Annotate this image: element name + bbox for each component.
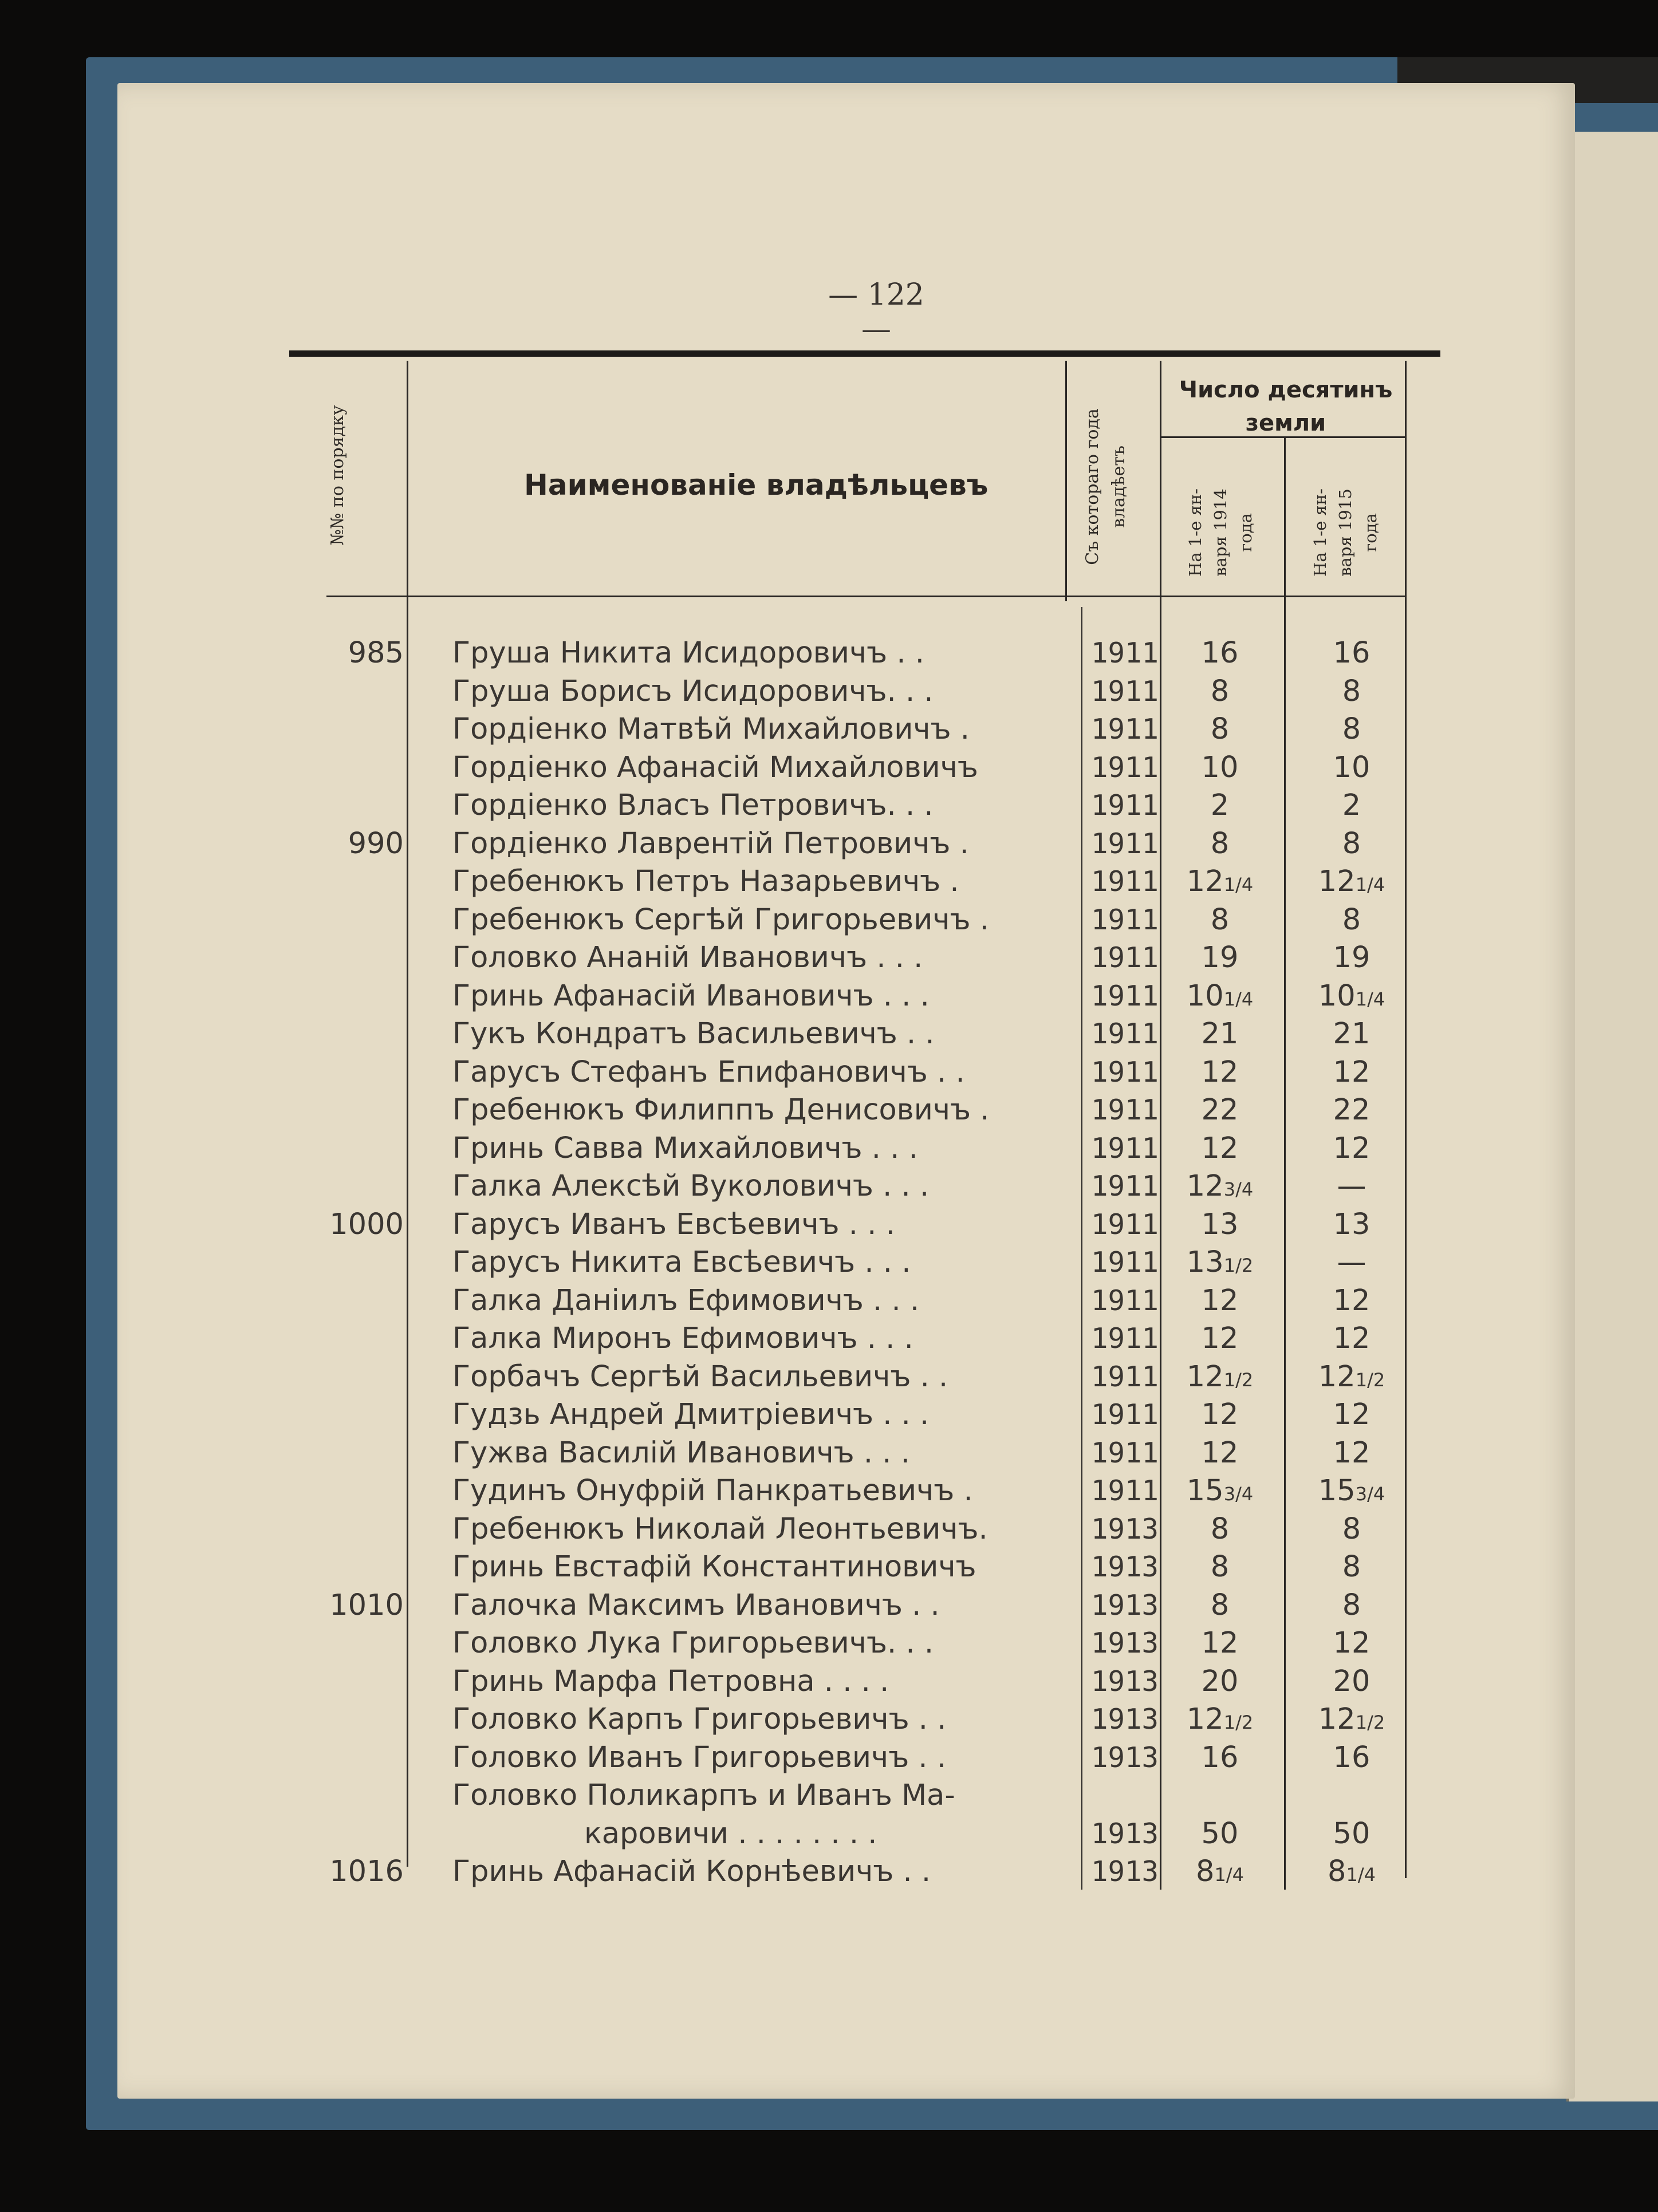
- table-row: [0, 1511, 1489, 1548]
- owner-name: Гребенюкъ Петръ Назарьевичъ .: [452, 865, 959, 898]
- land-1915: [1294, 977, 1409, 1015]
- year-since: 1911: [1091, 675, 1159, 708]
- table-row: [0, 1244, 1489, 1282]
- row-number: [326, 863, 404, 901]
- row-number: [326, 1244, 404, 1282]
- land-1915: [1294, 1358, 1409, 1396]
- row-number: [326, 1701, 404, 1738]
- table-row: [0, 749, 1489, 787]
- table-row: [0, 1358, 1489, 1396]
- table-row: [0, 1054, 1489, 1091]
- owner-name: Гарусъ Иванъ Евсѣевичъ . . .: [452, 1207, 895, 1241]
- year-since: 1913: [1091, 1855, 1159, 1888]
- table-row: [0, 1015, 1489, 1053]
- owner-name: Галка Алексѣй Вуколовичъ . . .: [452, 1169, 930, 1203]
- header-year-line-1: Съ котораго года: [1082, 408, 1102, 565]
- owner-name: Головко Карпъ Григорьевичъ . .: [452, 1702, 947, 1736]
- land-1914: 20: [1201, 1664, 1239, 1698]
- row-number: [326, 977, 404, 1015]
- year-since: 1913: [1091, 1627, 1159, 1659]
- land-1914-whole: 8: [1196, 1855, 1215, 1888]
- land-1915: 10: [1333, 750, 1370, 784]
- land-1915: 8: [1342, 902, 1361, 937]
- land-1914: 2: [1210, 788, 1230, 822]
- row-number: [326, 1815, 404, 1853]
- owner-name: Гринь Евстафій Константиновичъ: [452, 1550, 976, 1584]
- land-1915-whole: 12: [1318, 1702, 1356, 1736]
- land-1914: 50: [1201, 1816, 1239, 1851]
- land-1914: 13: [1201, 1207, 1239, 1241]
- row-number: [326, 1739, 404, 1777]
- land-1915: 2: [1342, 788, 1361, 822]
- header-land-line-2: земли: [1245, 410, 1326, 436]
- owner-name: Гудинъ Онуфрій Панкратьевичъ .: [452, 1474, 973, 1508]
- land-1914: 21: [1201, 1017, 1239, 1051]
- land-1915-whole: 15: [1318, 1474, 1356, 1508]
- table-row: [0, 1130, 1489, 1168]
- land-1914: 8: [1210, 1550, 1230, 1584]
- row-number: 990: [348, 826, 404, 861]
- year-since: 1911: [1091, 1208, 1159, 1241]
- header-1915-line-1: На 1-е ян-: [1310, 488, 1330, 577]
- table-row: [0, 1434, 1489, 1472]
- land-1915: 12: [1333, 1283, 1370, 1318]
- owner-name: Головко Лука Григорьевичъ. . .: [452, 1626, 934, 1660]
- owner-name: Головко Иванъ Григорьевичъ . .: [452, 1740, 947, 1775]
- table-row: [0, 1625, 1489, 1662]
- row-number: [326, 1054, 404, 1091]
- land-1915-fraction: 1/4: [1355, 874, 1385, 896]
- land-1914: [1168, 1701, 1271, 1738]
- land-1914: [1168, 1358, 1271, 1396]
- year-since: 1913: [1091, 1588, 1159, 1622]
- land-1915-fraction: 3/4: [1355, 1483, 1385, 1505]
- land-1915: [1294, 863, 1409, 901]
- land-1914: 8: [1210, 902, 1230, 937]
- table-row: [0, 673, 1489, 711]
- land-1914: 12: [1201, 1322, 1239, 1355]
- owner-name: Гребенюкъ Филиппъ Денисовичъ .: [452, 1093, 990, 1127]
- year-since: 1911: [1091, 637, 1159, 669]
- land-1915-whole: 12: [1318, 865, 1356, 898]
- land-1914: 12: [1201, 1626, 1239, 1660]
- table-row: [0, 1168, 1489, 1205]
- land-1914: 12: [1201, 1055, 1239, 1089]
- header-owner-name: Наименованіе владѣльцевъ: [524, 468, 989, 502]
- row-number: [326, 901, 404, 939]
- land-1915: 50: [1333, 1816, 1370, 1851]
- year-since: 1913: [1091, 1741, 1159, 1774]
- year-since: 1913: [1091, 1665, 1159, 1698]
- page-number: — 122 —: [828, 278, 924, 346]
- owner-name: Головко Ананій Ивановичъ . . .: [452, 941, 923, 975]
- land-1914: 16: [1201, 636, 1239, 670]
- header-row-number: №№ по порядку: [328, 405, 348, 546]
- land-1914-fraction: 1/4: [1223, 874, 1254, 896]
- table-row: [0, 977, 1489, 1015]
- land-1915: 8: [1342, 712, 1361, 746]
- land-1915: 12: [1333, 1436, 1370, 1470]
- land-1915: 21: [1333, 1017, 1370, 1051]
- land-1915: 22: [1333, 1093, 1370, 1127]
- land-1915: [1294, 1472, 1409, 1510]
- land-1914: 12: [1201, 1398, 1239, 1432]
- land-1915: 12: [1333, 1626, 1370, 1660]
- row-number: [326, 1625, 404, 1662]
- facing-page-edge: [1566, 132, 1658, 2101]
- owner-name: каровичи . . . . . . . .: [584, 1816, 877, 1851]
- table-row: [0, 1320, 1489, 1358]
- table-row: [0, 1548, 1489, 1586]
- land-1915: 8: [1342, 826, 1361, 861]
- row-number: [326, 1015, 404, 1053]
- year-since: 1911: [1091, 865, 1159, 898]
- year-since: 1911: [1091, 1094, 1159, 1126]
- land-1914-whole: 12: [1186, 1702, 1224, 1736]
- land-1914: 8: [1210, 674, 1230, 708]
- table-row: [0, 1701, 1489, 1738]
- table-row: [0, 634, 1489, 672]
- land-1915: 19: [1333, 941, 1370, 975]
- table-row: [0, 1777, 1489, 1815]
- year-since: 1911: [1091, 751, 1159, 784]
- table-row: [0, 1472, 1489, 1510]
- owner-name: Горбачъ Сергѣй Васильевичъ . .: [452, 1359, 948, 1394]
- header-top-rule: [289, 350, 1440, 357]
- land-1915: 20: [1333, 1664, 1370, 1698]
- table-row: [0, 1815, 1489, 1853]
- land-1914: 19: [1201, 941, 1239, 975]
- header-1914-line-3: года: [1236, 513, 1255, 552]
- owner-name: Гринь Савва Михайловичъ . . .: [452, 1131, 918, 1165]
- row-number: 1000: [329, 1207, 404, 1241]
- land-1914: [1168, 1777, 1271, 1815]
- row-number: 1010: [329, 1588, 404, 1622]
- row-number: [326, 1548, 404, 1586]
- header-land-desyatin: [1163, 373, 1409, 440]
- land-1914: 12: [1201, 1283, 1239, 1318]
- land-1914-whole: 13: [1186, 1245, 1224, 1279]
- header-1914-line-1: На 1-е ян-: [1186, 488, 1205, 577]
- land-1915: [1294, 1701, 1409, 1738]
- land-1914: 10: [1201, 750, 1239, 784]
- year-since: 1911: [1091, 1436, 1159, 1469]
- land-1914-whole: 15: [1186, 1474, 1224, 1508]
- table-row: [0, 1396, 1489, 1434]
- owner-name: Гринь Марфа Петровна . . . .: [452, 1664, 889, 1698]
- year-since: 1911: [1091, 1170, 1159, 1202]
- row-number: [326, 1663, 404, 1701]
- land-1914: 12: [1201, 1131, 1239, 1165]
- row-number: [326, 1472, 404, 1510]
- land-1915-fraction: 1/4: [1355, 988, 1385, 1010]
- year-since: 1911: [1091, 1018, 1159, 1050]
- owner-name: Гребенюкъ Николай Леонтьевичъ.: [452, 1512, 988, 1546]
- land-1915-whole: 12: [1318, 1359, 1356, 1394]
- table-row: [0, 1739, 1489, 1777]
- land-1915: —: [1337, 1245, 1366, 1279]
- owner-name: Груша Никита Исидоровичъ . .: [452, 636, 924, 670]
- land-1914-fraction: 3/4: [1223, 1178, 1254, 1200]
- owner-name: Гордіенко Афанасій Михайловичъ: [452, 750, 978, 784]
- land-1914-fraction: 3/4: [1223, 1483, 1254, 1505]
- land-1915-fraction: 1/2: [1355, 1712, 1385, 1733]
- owner-name: Гребенюкъ Сергѣй Григорьевичъ .: [452, 902, 990, 937]
- land-1915-whole: 10: [1318, 979, 1356, 1013]
- land-1915: 8: [1342, 1588, 1361, 1622]
- header-1914-line-2: варя 1914: [1211, 488, 1230, 577]
- land-1914: 22: [1201, 1093, 1239, 1127]
- year-since: 1913: [1091, 1512, 1159, 1545]
- owner-name: Гордіенко Власъ Петровичъ. . .: [452, 788, 934, 822]
- row-number: [326, 1091, 404, 1129]
- table-row: [0, 1587, 1489, 1625]
- land-1915: 8: [1342, 1550, 1361, 1584]
- land-1915-whole: 8: [1328, 1855, 1346, 1888]
- owner-name: Галка Даніилъ Ефимовичъ . . .: [452, 1283, 920, 1318]
- land-1915: —: [1337, 1169, 1366, 1203]
- land-1914-fraction: 1/2: [1223, 1369, 1254, 1391]
- row-number: [326, 673, 404, 711]
- land-1915: 8: [1342, 674, 1361, 708]
- header-1915-line-3: года: [1361, 513, 1380, 552]
- row-number: [326, 1130, 404, 1168]
- year-since: 1911: [1091, 827, 1159, 860]
- year-since: 1911: [1091, 941, 1159, 974]
- table-row: [0, 825, 1489, 863]
- year-since: 1913: [1091, 1703, 1159, 1736]
- land-1914: 8: [1210, 826, 1230, 861]
- year-since: [1091, 1777, 1157, 1815]
- table-row: [0, 1091, 1489, 1129]
- header-jan-1915: [1308, 461, 1388, 604]
- land-1914-fraction: 1/4: [1223, 988, 1254, 1010]
- table-row: [0, 863, 1489, 901]
- land-1914: [1168, 1853, 1271, 1891]
- land-1914-whole: 10: [1186, 979, 1224, 1013]
- row-number: 985: [348, 636, 404, 670]
- land-1914: [1168, 1472, 1271, 1510]
- header-year-line-2: владѣетъ: [1109, 445, 1129, 528]
- row-number: [326, 1320, 404, 1358]
- row-number: [326, 749, 404, 787]
- row-number: [326, 1396, 404, 1434]
- year-since: 1911: [1091, 1360, 1159, 1393]
- year-since: 1911: [1091, 1398, 1159, 1431]
- land-1915-fraction: 1/4: [1346, 1864, 1376, 1886]
- land-1914: 8: [1210, 712, 1230, 746]
- owner-name: Гукъ Кондратъ Васильевичъ . .: [452, 1017, 935, 1051]
- land-1915: [1294, 1853, 1409, 1891]
- owner-name: Гордіенко Лаврентій Петровичъ .: [452, 826, 969, 861]
- owner-name: Галочка Максимъ Ивановичъ . .: [452, 1588, 940, 1622]
- owner-name: Гудзь Андрей Дмитріевичъ . . .: [452, 1398, 930, 1432]
- land-1914-whole: 12: [1186, 1169, 1224, 1203]
- land-1915: 12: [1333, 1322, 1370, 1355]
- owner-name: Груша Борисъ Исидоровичъ. . .: [452, 674, 934, 708]
- land-1914: 16: [1201, 1740, 1239, 1775]
- land-1914-fraction: 1/4: [1214, 1864, 1244, 1886]
- land-1914-fraction: 1/2: [1223, 1712, 1254, 1733]
- table-row: [0, 1206, 1489, 1244]
- land-1915: 12: [1333, 1398, 1370, 1432]
- owner-name: Гарусъ Никита Евсѣевичъ . . .: [452, 1245, 911, 1279]
- land-1914: [1168, 977, 1271, 1015]
- year-since: 1913: [1091, 1817, 1159, 1850]
- year-since: 1913: [1091, 1551, 1159, 1583]
- row-number: [326, 1777, 404, 1815]
- land-1915: [1294, 1777, 1409, 1815]
- table-row: [0, 711, 1489, 748]
- table-row: [0, 1282, 1489, 1320]
- land-1915: 16: [1333, 1740, 1370, 1775]
- table-row: [0, 901, 1489, 939]
- land-1915: 8: [1342, 1512, 1361, 1546]
- owner-name: Гордіенко Матвѣй Михайловичъ .: [452, 712, 970, 746]
- table-row: [0, 939, 1489, 977]
- land-1915: 12: [1333, 1131, 1370, 1165]
- year-since: 1911: [1091, 979, 1159, 1012]
- year-since: 1911: [1091, 903, 1159, 936]
- row-number: [326, 1511, 404, 1548]
- land-1914: 12: [1201, 1436, 1239, 1470]
- land-1914: [1168, 1168, 1271, 1205]
- owner-name: Гринь Афанасій Корнѣевичъ . .: [452, 1855, 931, 1888]
- row-number: [326, 939, 404, 977]
- year-since: 1911: [1091, 1131, 1159, 1165]
- year-since: 1911: [1091, 1474, 1159, 1507]
- row-number: [326, 787, 404, 825]
- year-since: 1911: [1091, 1284, 1159, 1317]
- year-since: 1911: [1091, 1322, 1159, 1355]
- table-row: [0, 1663, 1489, 1701]
- header-year-since: [1080, 407, 1137, 567]
- header-1915-line-2: варя 1915: [1336, 488, 1355, 577]
- owner-name: Галка Миронъ Ефимовичъ . . .: [452, 1322, 913, 1355]
- year-since: 1911: [1091, 1246, 1159, 1279]
- land-1914: [1168, 863, 1271, 901]
- owner-name: Гужва Василій Ивановичъ . . .: [452, 1436, 910, 1470]
- row-number: [326, 1358, 404, 1396]
- row-number: [326, 1168, 404, 1205]
- owner-name: Головко Поликарпъ и Иванъ Ма-: [452, 1779, 955, 1812]
- year-since: 1911: [1091, 713, 1159, 746]
- row-number: [326, 1282, 404, 1320]
- land-1914: 8: [1210, 1512, 1230, 1546]
- column-divider-name: [1065, 361, 1067, 601]
- land-1914-whole: 12: [1186, 865, 1224, 898]
- land-1915: 16: [1333, 636, 1370, 670]
- header-jan-1914: [1183, 461, 1263, 604]
- table-row: [0, 1853, 1489, 1891]
- row-number: [326, 1434, 404, 1472]
- year-since: 1911: [1091, 1055, 1159, 1089]
- table-row: [0, 787, 1489, 825]
- land-1915-fraction: 1/2: [1355, 1369, 1385, 1391]
- land-1915: 13: [1333, 1207, 1370, 1241]
- owner-name: Гринь Афанасій Ивановичъ . . .: [452, 979, 930, 1013]
- row-number: 1016: [329, 1855, 404, 1888]
- row-number: [326, 711, 404, 748]
- owner-name: Гарусъ Стефанъ Епифановичъ . .: [452, 1055, 965, 1089]
- header-land-line-1: Число десятинъ: [1179, 377, 1393, 403]
- land-1914-fraction: 1/2: [1223, 1255, 1254, 1276]
- land-1914-whole: 12: [1186, 1359, 1224, 1394]
- land-1914: [1168, 1244, 1271, 1282]
- land-1914: 8: [1210, 1588, 1230, 1622]
- year-since: 1911: [1091, 789, 1159, 822]
- land-1915: 12: [1333, 1055, 1370, 1089]
